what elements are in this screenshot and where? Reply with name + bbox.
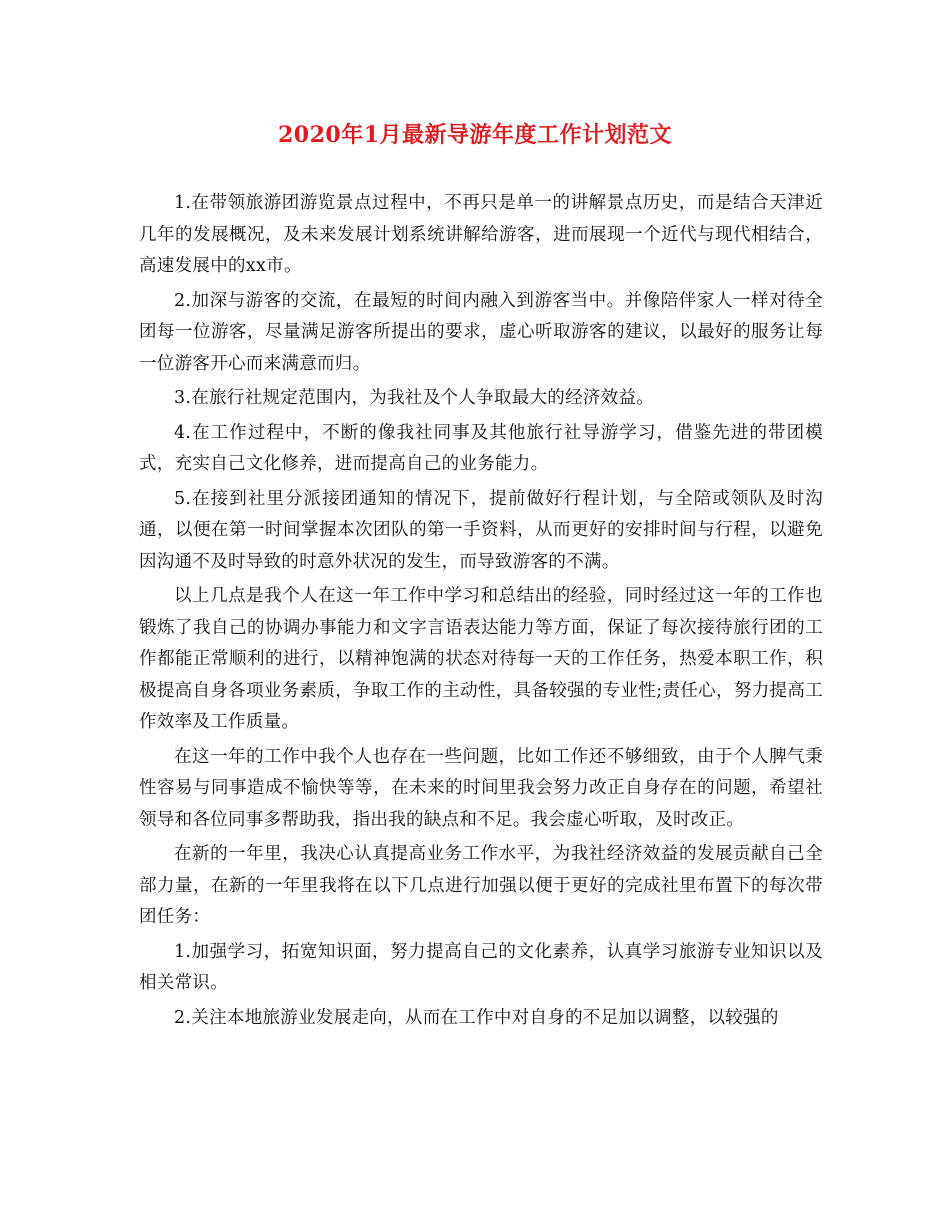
paragraph-6: 以上几点是我个人在这一年工作中学习和总结出的经验，同时经过这一年的工作也锻炼了我自己的协调办事能力和文字言语表达能力等方面，保证了每次接待旅行团的工作都能正常顺利的进行，以精神饱满的状态对待每一天的工作任务，热爱本职工作，积极提高自身各项业务素质，争取工作的主动性，具备较强的专业性;责任心，努力提高工作效率及工作质量。 (139, 586, 823, 732)
paragraph-8: 在新的一年里，我决心认真提高业务工作水平，为我社经济效益的发展贡献自己全部力量，在新的一年里我将在以下几点进行加强以便于更好的完成社里布置下的每次带团任务： (139, 844, 823, 927)
document-title: 2020年1月最新导游年度工作计划范文 (277, 122, 673, 148)
paragraph-3: 3.在旅行社规定范围内，为我社及个人争取最大的经济效益。 (174, 388, 655, 408)
document-body (139, 188, 823, 1037)
paragraph-2: 2.加深与游客的交流，在最短的时间内融入到游客当中。并像陪伴家人一样对待全团每一位游客，尽量满足游客所提出的要求，虚心听取游客的建议，以最好的服务让每一位游客开心而来满意而归。 (139, 290, 823, 374)
paragraph-7: 在这一年的工作中我个人也存在一些问题，比如工作还不够细致，由于个人脾气秉性容易与同事造成不愉快等等，在未来的时间里我会努力改正自身存在的问题，希望社领导和各位同事多帮助我，指出我的缺点和不足。我会虚心听取，及时改正。 (139, 746, 823, 830)
paragraph-10: 2.关注本地旅游业发展走向，从而在工作中对自身的不足加以调整，以较强的 (174, 1007, 779, 1028)
paragraph-4: 4.在工作过程中，不断的像我社同事及其他旅行社导游学习，借鉴先进的带团模式，充实自己文化修养，进而提高自己的业务能力。 (139, 422, 823, 474)
paragraph-5: 5.在接到社里分派接团通知的情况下，提前做好行程计划，与全陪或领队及时沟通，以便在第一时间掌握本次团队的第一手资料，从而更好的安排时间与行程，以避免因沟通不及时导致的时意外状况的发生，而导致游客的不满。 (139, 488, 823, 572)
paragraph-1: 1.在带领旅游团游览景点过程中，不再只是单一的讲解景点历史，而是结合天津近几年的发展概况，及未来发展计划系统讲解给游客，进而展现一个近代与现代相结合，高速发展中的xx市。 (139, 193, 823, 276)
paragraph-9: 1.加强学习，拓宽知识面，努力提高自己的文化素养，认真学习旅游专业知识以及相关常识。 (139, 941, 823, 993)
